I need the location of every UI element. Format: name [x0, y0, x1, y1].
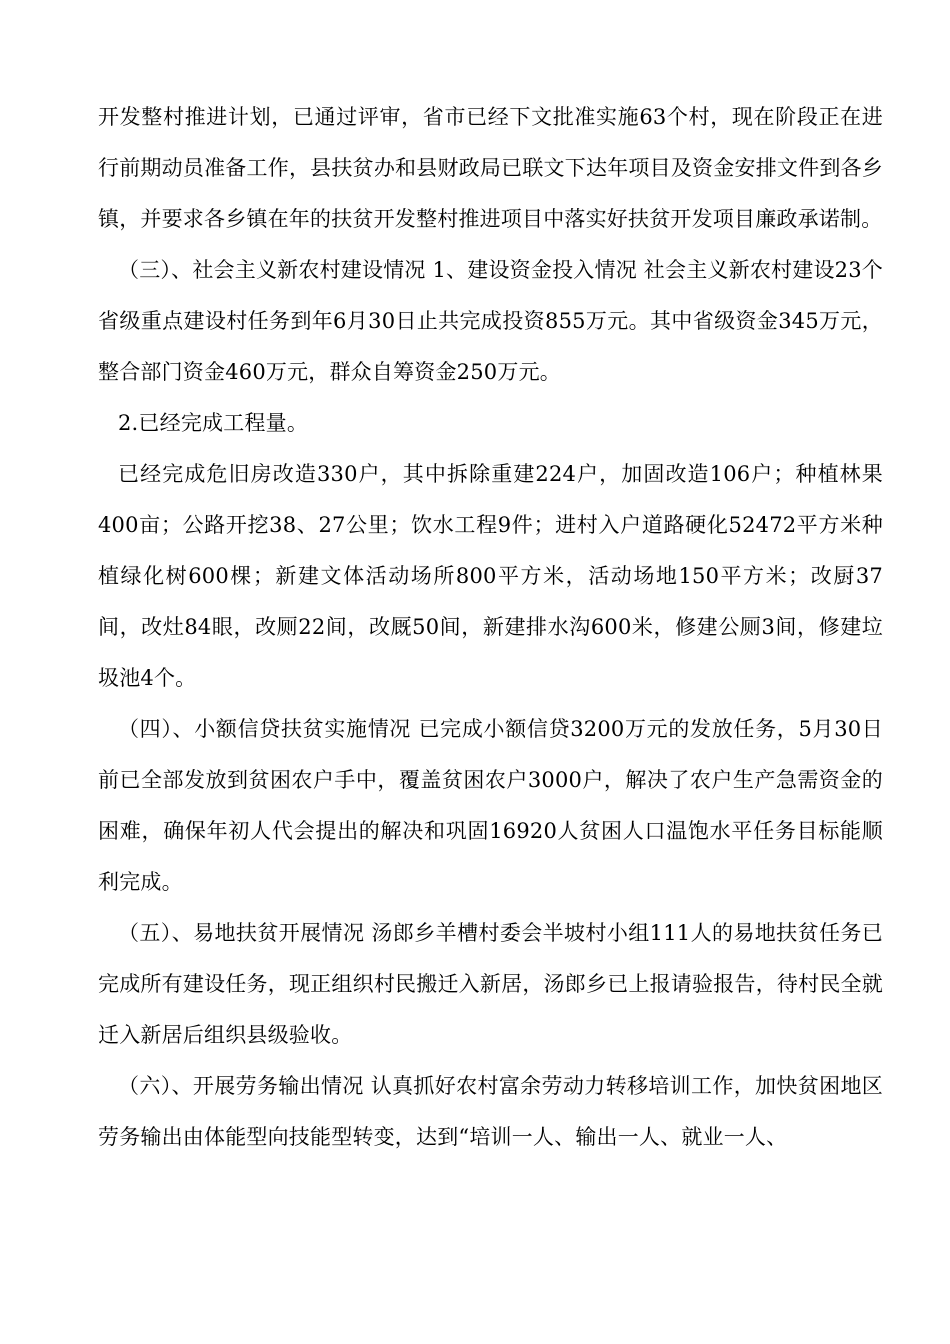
- paragraph-section-3: （三）、社会主义新农村建设情况 1、建设资金投入情况 社会主义新农村建设23个省级重点建设村任务到年6月30日止共完成投资855万元。其中省级资金345万元，整合部门资金460万元，群众自筹资金250万元。: [98, 258, 883, 384]
- paragraph-section-5: （五）、易地扶贫开展情况 汤郎乡羊槽村委会半坡村小组111人的易地扶贫任务已完成所有建设任务，现正组织村民搬迁入新居，汤郎乡已上报请验报告，待村民全就迁入新居后组织县级验收。: [98, 921, 883, 1047]
- paragraph-section-6: （六）、开展劳务输出情况 认真抓好农村富余劳动力转移培训工作，加快贫困地区劳务输出由体能型向技能型转变，达到“培训一人、输出一人、就业一人、: [98, 1074, 883, 1149]
- paragraph-section-4: （四）、小额信贷扶贫实施情况 已完成小额信贷3200万元的发放任务，5月30日前已全部发放到贫困农户手中，覆盖贫困农户3000户，解决了农户生产急需资金的困难，确保年初人代会提出的解决和巩固16920人贫困人口温饱水平任务目标能顺利完成。: [98, 717, 883, 894]
- paragraph-continuation: 开发整村推进计划，已通过评审，省市已经下文批准实施63个村，现在阶段正在进行前期动员准备工作，县扶贫办和县财政局已联文下达年项目及资金安排文件到各乡镇，并要求各乡镇在年的扶贫开发整村推进项目中落实好扶贫开发项目廉政承诺制。: [98, 105, 883, 231]
- document-body: [98, 92, 883, 1163]
- paragraph-completed-work-details: 已经完成危旧房改造330户，其中拆除重建224户，加固改造106户；种植林果400亩；公路开挖38、27公里；饮水工程9件；进村入户道路硬化52472平方米种植绿化树600棵；新建文体活动场所800平方米，活动场地150平方米；改厨37间，改灶84眼，改厕22间，改厩50间，新建排水沟600米，修建公厕3间，修建垃圾池4个。: [98, 462, 883, 690]
- paragraph-subheading-completed-work: 2.已经完成工程量。: [118, 411, 309, 435]
